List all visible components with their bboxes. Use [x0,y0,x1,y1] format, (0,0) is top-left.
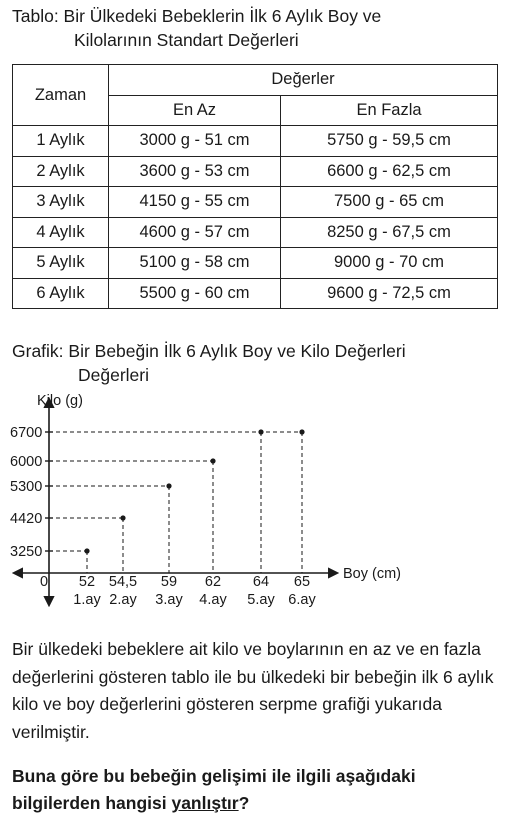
question-before: Buna göre bu bebeğin gelişimi ile ilgili aşağıdaki bilgilerden hangisi [12,766,416,813]
y-tick-label: 3250 [10,544,43,560]
cell-en-fazla: 7500 g - 65 cm [281,187,498,218]
chart-points [84,429,304,553]
cell-zaman: 6 Aylık [13,278,109,309]
table-row [13,187,498,218]
y-axis-label: Kilo (g) [37,393,83,409]
table-row [13,217,498,248]
x-tick-label: 54,5 [108,574,138,590]
month-label: 4.ay [199,592,227,608]
x-tick-label: 59 [160,574,178,590]
data-point [258,429,263,434]
question-text [12,763,507,817]
cell-zaman: 3 Aylık [13,187,109,218]
cell-zaman: 5 Aylık [13,248,109,279]
header-en-az: En Az [109,95,281,126]
cell-zaman: 1 Aylık [13,126,109,157]
cell-en-fazla: 8250 g - 67,5 cm [281,217,498,248]
y-tick-label: 6000 [10,454,43,470]
data-point [120,515,125,520]
header-degerler: Değerler [109,65,498,96]
data-point [210,458,215,463]
x-tick-label: 62 [204,574,222,590]
cell-en-az: 3600 g - 53 cm [109,156,281,187]
month-label: 2.ay [109,592,137,608]
y-tick-label: 5300 [10,479,43,495]
data-point [84,548,89,553]
cell-en-az: 5100 g - 58 cm [109,248,281,279]
x-tick-label: 52 [78,574,96,590]
standard-values-table [12,64,498,309]
table-row [13,126,498,157]
month-label: 3.ay [155,592,183,608]
cell-en-az: 4600 g - 57 cm [109,217,281,248]
x-axis-label: Boy (cm) [343,566,401,582]
cell-zaman: 4 Aylık [13,217,109,248]
x-tick-label: 65 [293,574,311,590]
graph-title-line2: Değerleri [78,365,149,385]
data-point [166,483,171,488]
x-tick-label: 64 [252,574,270,590]
y-tick-label: 4420 [10,511,43,527]
table-title-line1: Tablo: Bir Ülkedeki Bebeklerin İlk 6 Aylık Boy ve [12,6,382,26]
month-label: 1.ay [73,592,101,608]
graph-title-line1: Grafik: Bir Bebeğin İlk 6 Aylık Boy ve Kilo Değerleri [12,341,406,361]
question-after: ? [238,793,250,813]
month-label: 5.ay [247,592,275,608]
cell-en-az: 3000 g - 51 cm [109,126,281,157]
table-row [13,248,498,279]
header-zaman: Zaman [13,65,109,126]
scatter-chart [0,385,519,615]
cell-zaman: 2 Aylık [13,156,109,187]
data-point [299,429,304,434]
y-tick-label: 6700 [10,425,43,441]
cell-en-fazla: 9000 g - 70 cm [281,248,498,279]
table-row [13,156,498,187]
description-paragraph: Bir ülkedeki bebeklere ait kilo ve boylarının en az ve en fazla değerlerini gösteren tablo ile bu ülkedeki bir bebeğin ilk 6 aylık kilo ve boy değerlerini gösteren serpme grafiği yukarıda verilmiştir. [12,639,494,742]
table-title [12,4,381,52]
cell-en-az: 4150 g - 55 cm [109,187,281,218]
graph-title [12,339,406,387]
month-label: 6.ay [288,592,316,608]
chart-labels [10,393,401,608]
cell-en-fazla: 5750 g - 59,5 cm [281,126,498,157]
cell-en-fazla: 9600 g - 72,5 cm [281,278,498,309]
question-underlined: yanlıştır [171,793,239,813]
table-row [13,278,498,309]
origin-label: 0 [40,574,49,590]
cell-en-fazla: 6600 g - 62,5 cm [281,156,498,187]
header-en-fazla: En Fazla [281,95,498,126]
table-title-line2: Kilolarının Standart Değerleri [74,30,299,50]
cell-en-az: 5500 g - 60 cm [109,278,281,309]
